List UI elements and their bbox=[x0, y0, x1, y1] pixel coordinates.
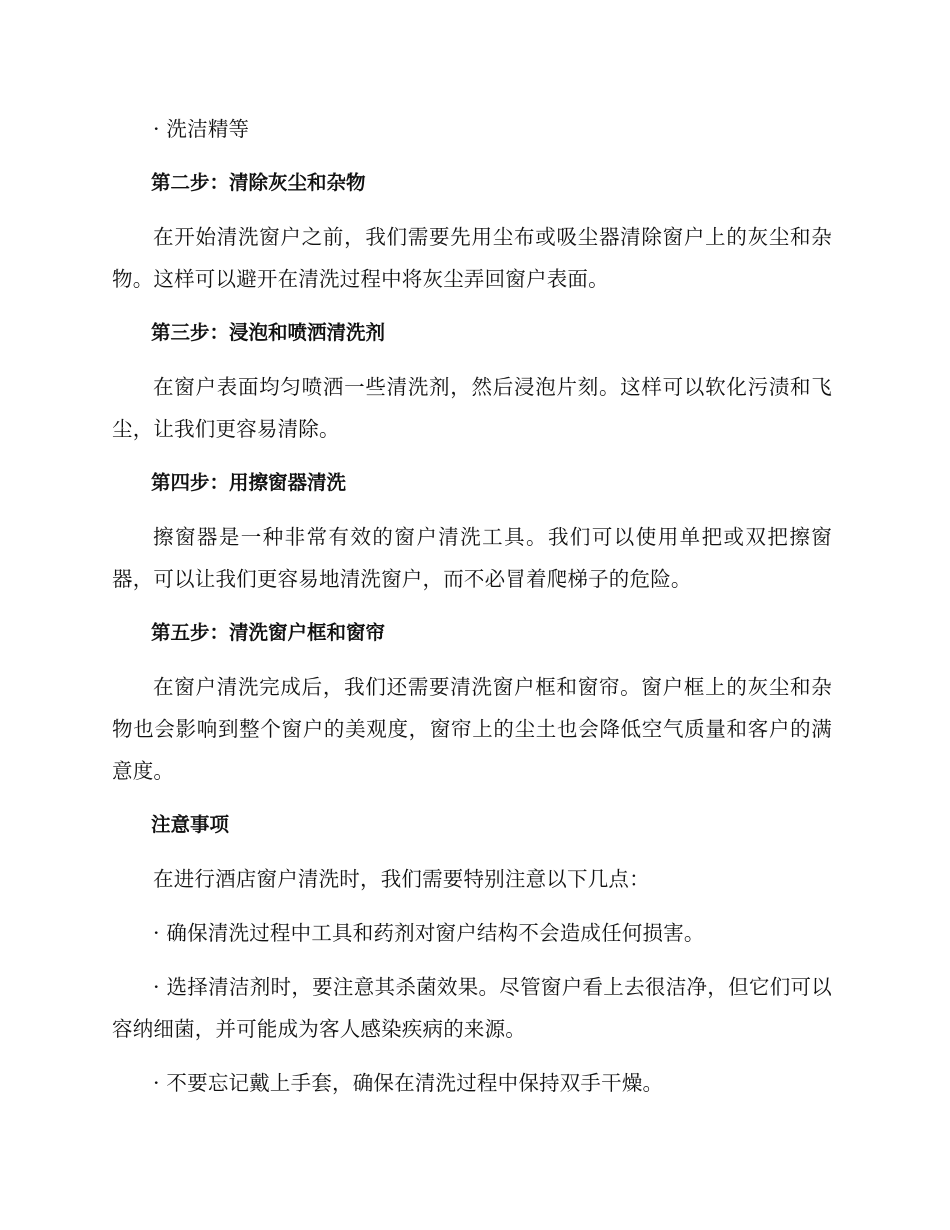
heading-step-2: 第二步：清除灰尘和杂物 bbox=[151, 171, 366, 194]
bullet-note-3: · 不要忘记戴上手套，确保在清洗过程中保持双手干燥。 bbox=[153, 1071, 664, 1095]
document-body bbox=[112, 108, 832, 1116]
bullet-detergent: · 洗洁精等 bbox=[153, 117, 250, 141]
paragraph-step-5: 在窗户清洗完成后，我们还需要清洗窗户框和窗帘。窗户框上的灰尘和杂物也会影响到整个窗户的美观度，窗帘上的尘土也会降低空气质量和客户的满意度。 bbox=[112, 675, 832, 783]
heading-step-3: 第三步：浸泡和喷洒清洗剂 bbox=[151, 321, 386, 344]
heading-step-4: 第四步：用擦窗器清洗 bbox=[151, 471, 347, 494]
bullet-note-2: · 选择清洁剂时，要注意其杀菌效果。尽管窗户看上去很洁净，但它们可以容纳细菌，并可能成为客人感染疾病的来源。 bbox=[112, 975, 832, 1041]
paragraph-step-3: 在窗户表面均匀喷洒一些清洗剂，然后浸泡片刻。这样可以软化污渍和飞尘，让我们更容易清除。 bbox=[112, 375, 832, 441]
heading-step-5: 第五步：清洗窗户框和窗帘 bbox=[151, 621, 386, 644]
paragraph-notes-intro: 在进行酒店窗户清洗时，我们需要特别注意以下几点： bbox=[153, 867, 650, 891]
paragraph-step-4: 擦窗器是一种非常有效的窗户清洗工具。我们可以使用单把或双把擦窗器，可以让我们更容易地清洗窗户，而不必冒着爬梯子的危险。 bbox=[112, 525, 832, 591]
heading-notes: 注意事项 bbox=[151, 813, 230, 836]
paragraph-step-2: 在开始清洗窗户之前，我们需要先用尘布或吸尘器清除窗户上的灰尘和杂物。这样可以避开在清洗过程中将灰尘弄回窗户表面。 bbox=[112, 225, 832, 291]
bullet-note-1: · 确保清洗过程中工具和药剂对窗户结构不会造成任何损害。 bbox=[153, 921, 705, 945]
